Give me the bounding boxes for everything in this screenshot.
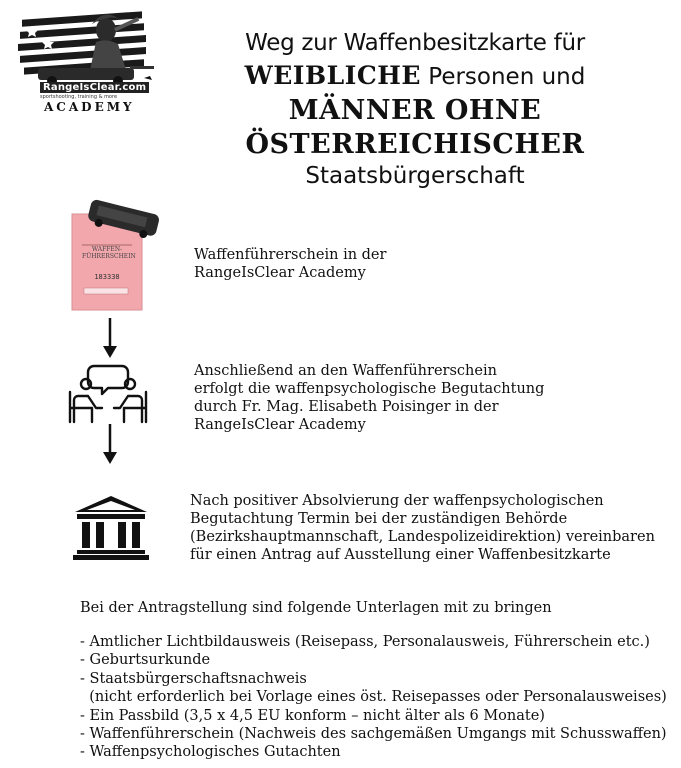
title-line-1: Weg zur Waffenbesitzkarte für — [245, 30, 585, 56]
step-2-line-1: Anschließend an den Waffenführerschein — [194, 363, 497, 379]
document-item: - Waffenführerschein (Nachweis des sachgemäßen Umgangs mit Schusswaffen) — [80, 726, 667, 743]
card-title-line2: FÜHRERSCHEIN — [82, 253, 136, 260]
title-line-5: Staatsbürgerschaft — [305, 163, 525, 189]
document-item: - Ein Passbild (3,5 x 4,5 EU konform – nicht älter als 6 Monate) — [80, 707, 545, 724]
card-title — [82, 246, 136, 260]
card-title-line1: WAFFEN- — [91, 246, 123, 253]
step-3-line-1: Nach positiver Absolvierung der waffenpsychologischen — [190, 493, 604, 509]
card-number: 183338 — [94, 273, 120, 281]
step-1-line-1: Waffenführerschein in der — [194, 247, 387, 263]
document-item: - Geburtsurkunde — [80, 652, 211, 669]
step-3-text — [190, 492, 655, 564]
step-1-text — [194, 246, 386, 282]
step-3-line-2: Begutachtung Termin bei der zuständigen Behörde — [190, 511, 568, 527]
documents-intro: Bei der Antragstellung sind folgende Unterlagen mit zu bringen — [80, 600, 552, 616]
step-2-line-4: RangeIsClear Academy — [194, 417, 366, 433]
document-item-note: (nicht erforderlich bei Vorlage eines öst. Reisepasses oder Personalausweises) — [80, 689, 667, 706]
step-2-line-2: erfolgt die waffenpsychologische Begutachtung — [194, 381, 545, 397]
arrow-down-icon — [101, 424, 119, 464]
step-2-text — [194, 362, 544, 434]
logo-brand-text: RangeIsClear.com — [40, 82, 149, 93]
logo-tagline: sportshooting, training & more — [40, 94, 118, 100]
step-3-line-3: (Bezirkshauptmannschaft, Landespolizeidirektion) vereinbaren — [190, 529, 655, 545]
step-1-line-2: RangeIsClear Academy — [194, 265, 366, 281]
rangeisclear-academy-logo — [18, 8, 158, 114]
title-personen-und: Personen und — [420, 64, 586, 90]
step-3-line-4: für einen Antrag auf Ausstellung einer Waffenbesitzkarte — [190, 547, 611, 563]
required-documents-section — [80, 600, 680, 762]
title-line-3: MÄNNER OHNE — [288, 95, 542, 126]
title-line-4: ÖSTERREICHISCHER — [245, 129, 585, 160]
document-item: - Amtlicher Lichtbildausweis (Reisepass, Personalausweis, Führerschein etc.) — [80, 634, 650, 650]
arrow-down-icon — [101, 318, 119, 358]
waffenfuehrerschein-card-image — [70, 196, 160, 312]
document-item: - Staatsbürgerschaftsnachweis — [80, 670, 307, 687]
flag-logo-graphic — [18, 8, 158, 108]
title-line-2 — [150, 61, 680, 90]
step-2-line-3: durch Fr. Mag. Elisabeth Poisinger in der — [194, 399, 499, 415]
logo-academy-text: ACADEMY — [44, 100, 135, 114]
title-weibliche: WEIBLICHE — [244, 61, 421, 90]
document-item: - Waffenpsychologisches Gutachten — [80, 744, 341, 761]
government-building-icon — [73, 494, 149, 560]
conversation-icon — [68, 362, 148, 430]
